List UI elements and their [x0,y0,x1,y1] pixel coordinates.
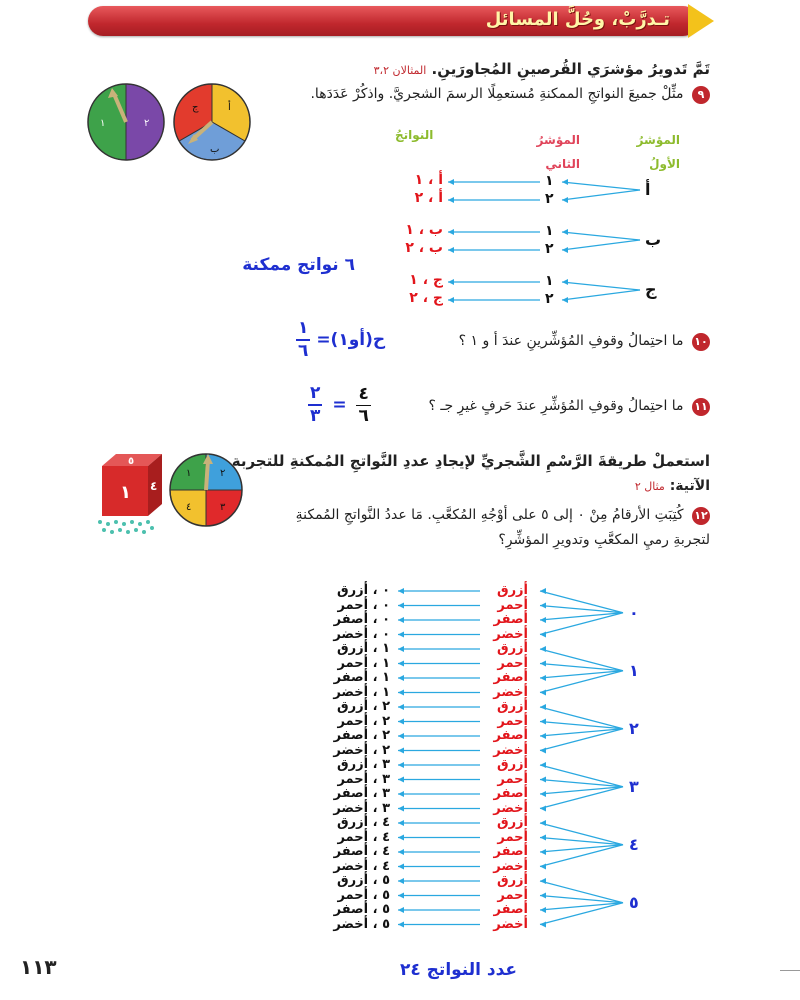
tree2-color-5-0: أزرق [496,873,528,888]
tree2-arrow-head [540,733,546,739]
tree1-header-second: المؤشرُ الثاني [536,133,580,171]
question-11-number: ١١ [692,398,710,416]
tree2-arrow-head [398,907,404,913]
spinner-colors-label-4: ٤ [186,502,192,513]
tree1-second-1: ١ [545,173,554,189]
tree2-arrow-head [540,806,546,812]
tree2-color-1-1: أحمر [497,655,528,671]
tree2-arrow-head [398,762,404,768]
spinner-letters-label-b: ب [210,144,220,155]
tree2-arrow-head [398,675,404,681]
question-12-line1: كُتِبَتِ الأرقامُ مِنْ ٠ إلى ٥ على أوْجُهِ المُكعَّبِ. مَا عددُ النَّواتجِ المُمكنةِ [295,507,684,523]
tree2-outcome-8: ٢ ، أزرق [337,699,390,714]
tree1-second-4: ٢ [545,241,554,257]
question-11-frac1-num: ٤ [358,383,369,404]
tree2-arrow-head [540,907,546,913]
tree2-outcome-15: ٣ ، أخضر [333,800,390,816]
tree2-arrow-head [540,675,546,681]
tree2-arrow-head [398,878,404,884]
tree2-arrow-head [398,733,404,739]
question-10-text: ما احتِمالُ وقوفِ المُؤشِّرينِ عندَ أ و ١ ؟ [458,333,684,349]
tree2-outcome-22: ٥ ، أصفر [333,902,390,917]
tree1-outcome-6: ج ، ٢ [409,290,443,306]
section2-ref: مثال ٢ [634,480,665,493]
tree2-color-2-0: أزرق [496,699,528,714]
tree2-outcome-7: ١ ، أخضر [333,684,390,700]
tree1-second-2: ٢ [545,191,554,207]
tree2-color-4-3: أخضر [493,858,528,874]
question-11-frac1-den: ٦ [358,405,369,426]
question-10-lhs: ح(أو١)= [316,330,386,350]
tree2-outcome-13: ٣ ، أحمر [337,771,390,787]
tree2-outcome-1: ٠ ، أحمر [337,597,390,613]
tree2-outcome-19: ٤ ، أخضر [333,858,390,874]
tree2-arrow-head [398,646,404,652]
tree2-color-3-3: أخضر [493,800,528,816]
section1-title-text: تَمَّ تَدويرُ مؤشرَي القُرصينِ المُجاورَينِ. [431,60,710,78]
tree2-arrow-head [540,849,546,855]
tree2-color-5-1: أحمر [497,887,528,903]
footer-divider [780,970,800,971]
tree2-color-3-2: أصفر [493,786,528,801]
tree2-arrow-head [398,632,404,638]
question-10-number: ١٠ [692,333,710,351]
spinner-colors-label-2: ٢ [220,468,226,479]
tree2-outcome-9: ٢ ، أحمر [337,713,390,729]
tree2-digit-5: ٥ [629,892,639,912]
tree2-arrow-head [398,617,404,623]
tree2-color-1-3: أخضر [493,684,528,700]
tree1-node-c: ج [645,280,657,299]
tree2-outcome-0: ٠ ، أزرق [337,583,390,598]
tree2-color-0-2: أصفر [493,612,528,627]
tree2-arrow-head [540,704,546,710]
tree2-arrow-head [540,893,546,899]
tree2-arrow-head [540,820,546,826]
tree2-outcome-6: ١ ، أصفر [333,670,390,685]
tree1-outcome-2: أ ، ٢ [414,190,443,206]
spinner-colors-label-3: ٣ [220,502,226,513]
banner-title: تـدرَّبْ، وحُلَّ المسائل [485,9,670,30]
tree2-color-4-1: أحمر [497,829,528,845]
tree2-arrow-head [540,791,546,797]
tree2-arrow-head [540,588,546,594]
spinner-letters-label-a: أ [228,102,231,113]
tree1-outcome-3: ب ، ١ [405,222,443,238]
tree2-digit-3: ٣ [629,776,639,796]
section2-title2-text: الآتية: [669,478,710,494]
cube-face-front: ١ [120,482,131,503]
question-10-den: ٦ [298,341,309,361]
tree2-arrow-head [540,603,546,609]
section2-title: استعملْ طريقةَ الرَّسْمِ الشَّجريِّ لإيجادِ عددِ النَّواتجِ المُمكنةِ للتجربة [231,452,710,470]
tree2-outcome-20: ٥ ، أزرق [337,873,390,888]
tree2-arrow-head [540,646,546,652]
tree1-second-6: ٢ [545,291,554,307]
tree2-digit-1: ١ [629,660,639,680]
cube-face-top: ٥ [128,456,135,467]
tree2-color-4-2: أصفر [493,844,528,859]
tree2-arrow-head [540,777,546,783]
tree2-color-2-2: أصفر [493,728,528,743]
answer-count: ٦ نواتج ممكنة [242,255,355,275]
question-10-num: ١ [296,320,310,341]
tree2-digit-0: ٠ [629,602,639,622]
section1-ref: المثالان ٣،٢ [373,64,427,77]
tree2-arrow-head [398,791,404,797]
spinner-numbers-label-2: ٢ [144,118,150,129]
tree2-digit-4: ٤ [629,834,639,854]
tree1-second-5: ١ [545,273,554,289]
tree1-outcome-5: ج ، ١ [409,272,443,288]
tree2-outcome-23: ٥ ، أخضر [333,916,390,932]
tree1-header-outcomes: النواتجُ [395,128,434,142]
question-12-number: ١٢ [692,507,710,525]
tree1-second-3: ١ [545,223,554,239]
page-number: ١١٣ [20,955,57,979]
tree2-total: عدد النواتج ٢٤ [400,960,518,980]
tree2-arrow-head [540,835,546,841]
tree2-outcome-12: ٣ ، أزرق [337,757,390,772]
tree2-color-3-0: أزرق [496,757,528,772]
tree2-color-0-1: أحمر [497,597,528,613]
tree1-outcome-4: ب ، ٢ [405,240,443,256]
tree2-outcome-4: ١ ، أزرق [337,641,390,656]
tree2-color-0-0: أزرق [496,583,528,598]
cube-face-side: ٤ [150,479,158,493]
tree2-outcome-11: ٢ ، أخضر [333,742,390,758]
spinner-colors-label-1: ١ [186,468,192,479]
question-11-eq: = [332,395,347,415]
question-9-number: ٩ [692,86,710,104]
tree1-outcome-1: أ ، ١ [414,172,443,188]
tree2-arrow-head [540,617,546,623]
tree2-arrow-head [540,864,546,870]
tree2-arrow-head [540,878,546,884]
tree2-outcome-10: ٢ ، أصفر [333,728,390,743]
tree2-outcome-5: ١ ، أحمر [337,655,390,671]
tree2-outcome-18: ٤ ، أصفر [333,844,390,859]
tree2-color-2-3: أخضر [493,742,528,758]
tree2-arrow-head [398,661,404,667]
tree2-color-5-2: أصفر [493,902,528,917]
tree2-arrow-head [398,806,404,812]
tree2-outcome-21: ٥ ، أحمر [337,887,390,903]
spinner-numbers-label-1: ١ [100,118,106,129]
tree2-color-1-2: أصفر [493,670,528,685]
tree2-arrow-head [398,893,404,899]
tree2-arrow-head [398,864,404,870]
tree2-color-1-0: أزرق [496,641,528,656]
question-9-text: مثِّلْ جميعَ النواتجِ الممكنةِ مُستعمِلًا الرسمَ الشجريَّ. واذكُرْ عَدَدَها. [310,86,684,102]
question-11-frac2-num: ٢ [308,385,322,406]
tree2-arrow-head [540,762,546,768]
question-11-frac2-den: ٣ [310,406,321,426]
question-12-line2: لتجربةِ رميِ المكعَّبِ وتدويرِ المؤشِّرِ؟ [498,532,710,548]
question-11-text: ما احتِمالُ وقوفِ المُؤشِّرِ عندَ حَرفٍ غيرِ جـ ؟ [428,398,684,414]
tree2-outcome-16: ٤ ، أزرق [337,815,390,830]
tree2-color-5-3: أخضر [493,916,528,932]
tree2-arrow-head [398,849,404,855]
tree2-color-4-0: أزرق [496,815,528,830]
tree2-arrow-head [398,588,404,594]
spinner-letters-label-c: ج [192,102,199,113]
tree2-arrow-head [540,690,546,696]
tree2-outcome-14: ٣ ، أصفر [333,786,390,801]
tree2-arrow-head [540,748,546,754]
tree2-arrow-head [398,820,404,826]
tree2-arrow-head [540,661,546,667]
tree2-arrow-head [540,922,546,928]
tree1-header-first: المؤشرُ الأولُ [636,133,680,171]
tree2-arrow-head [398,748,404,754]
tree1-node-b: ب [645,230,662,249]
tree2-arrow-head [540,719,546,725]
tree2-arrow-head [398,719,404,725]
tree2-arrow-head [398,835,404,841]
tree2-arrow-head [398,690,404,696]
tree2-color-3-1: أحمر [497,771,528,787]
tree2-arrow-head [540,632,546,638]
tree2-color-2-1: أحمر [497,713,528,729]
tree2-arrow-head [398,922,404,928]
tree2-arrow-head [398,603,404,609]
tree2-digit-2: ٢ [629,718,639,738]
tree2-arrow-head [398,704,404,710]
tree2-outcome-3: ٠ ، أخضر [333,626,390,642]
tree2-outcome-2: ٠ ، أصفر [333,612,390,627]
tree2-outcome-17: ٤ ، أحمر [337,829,390,845]
tree1-node-a: أ [645,180,651,199]
tree2-color-0-3: أخضر [493,626,528,642]
tree2-arrow-head [398,777,404,783]
